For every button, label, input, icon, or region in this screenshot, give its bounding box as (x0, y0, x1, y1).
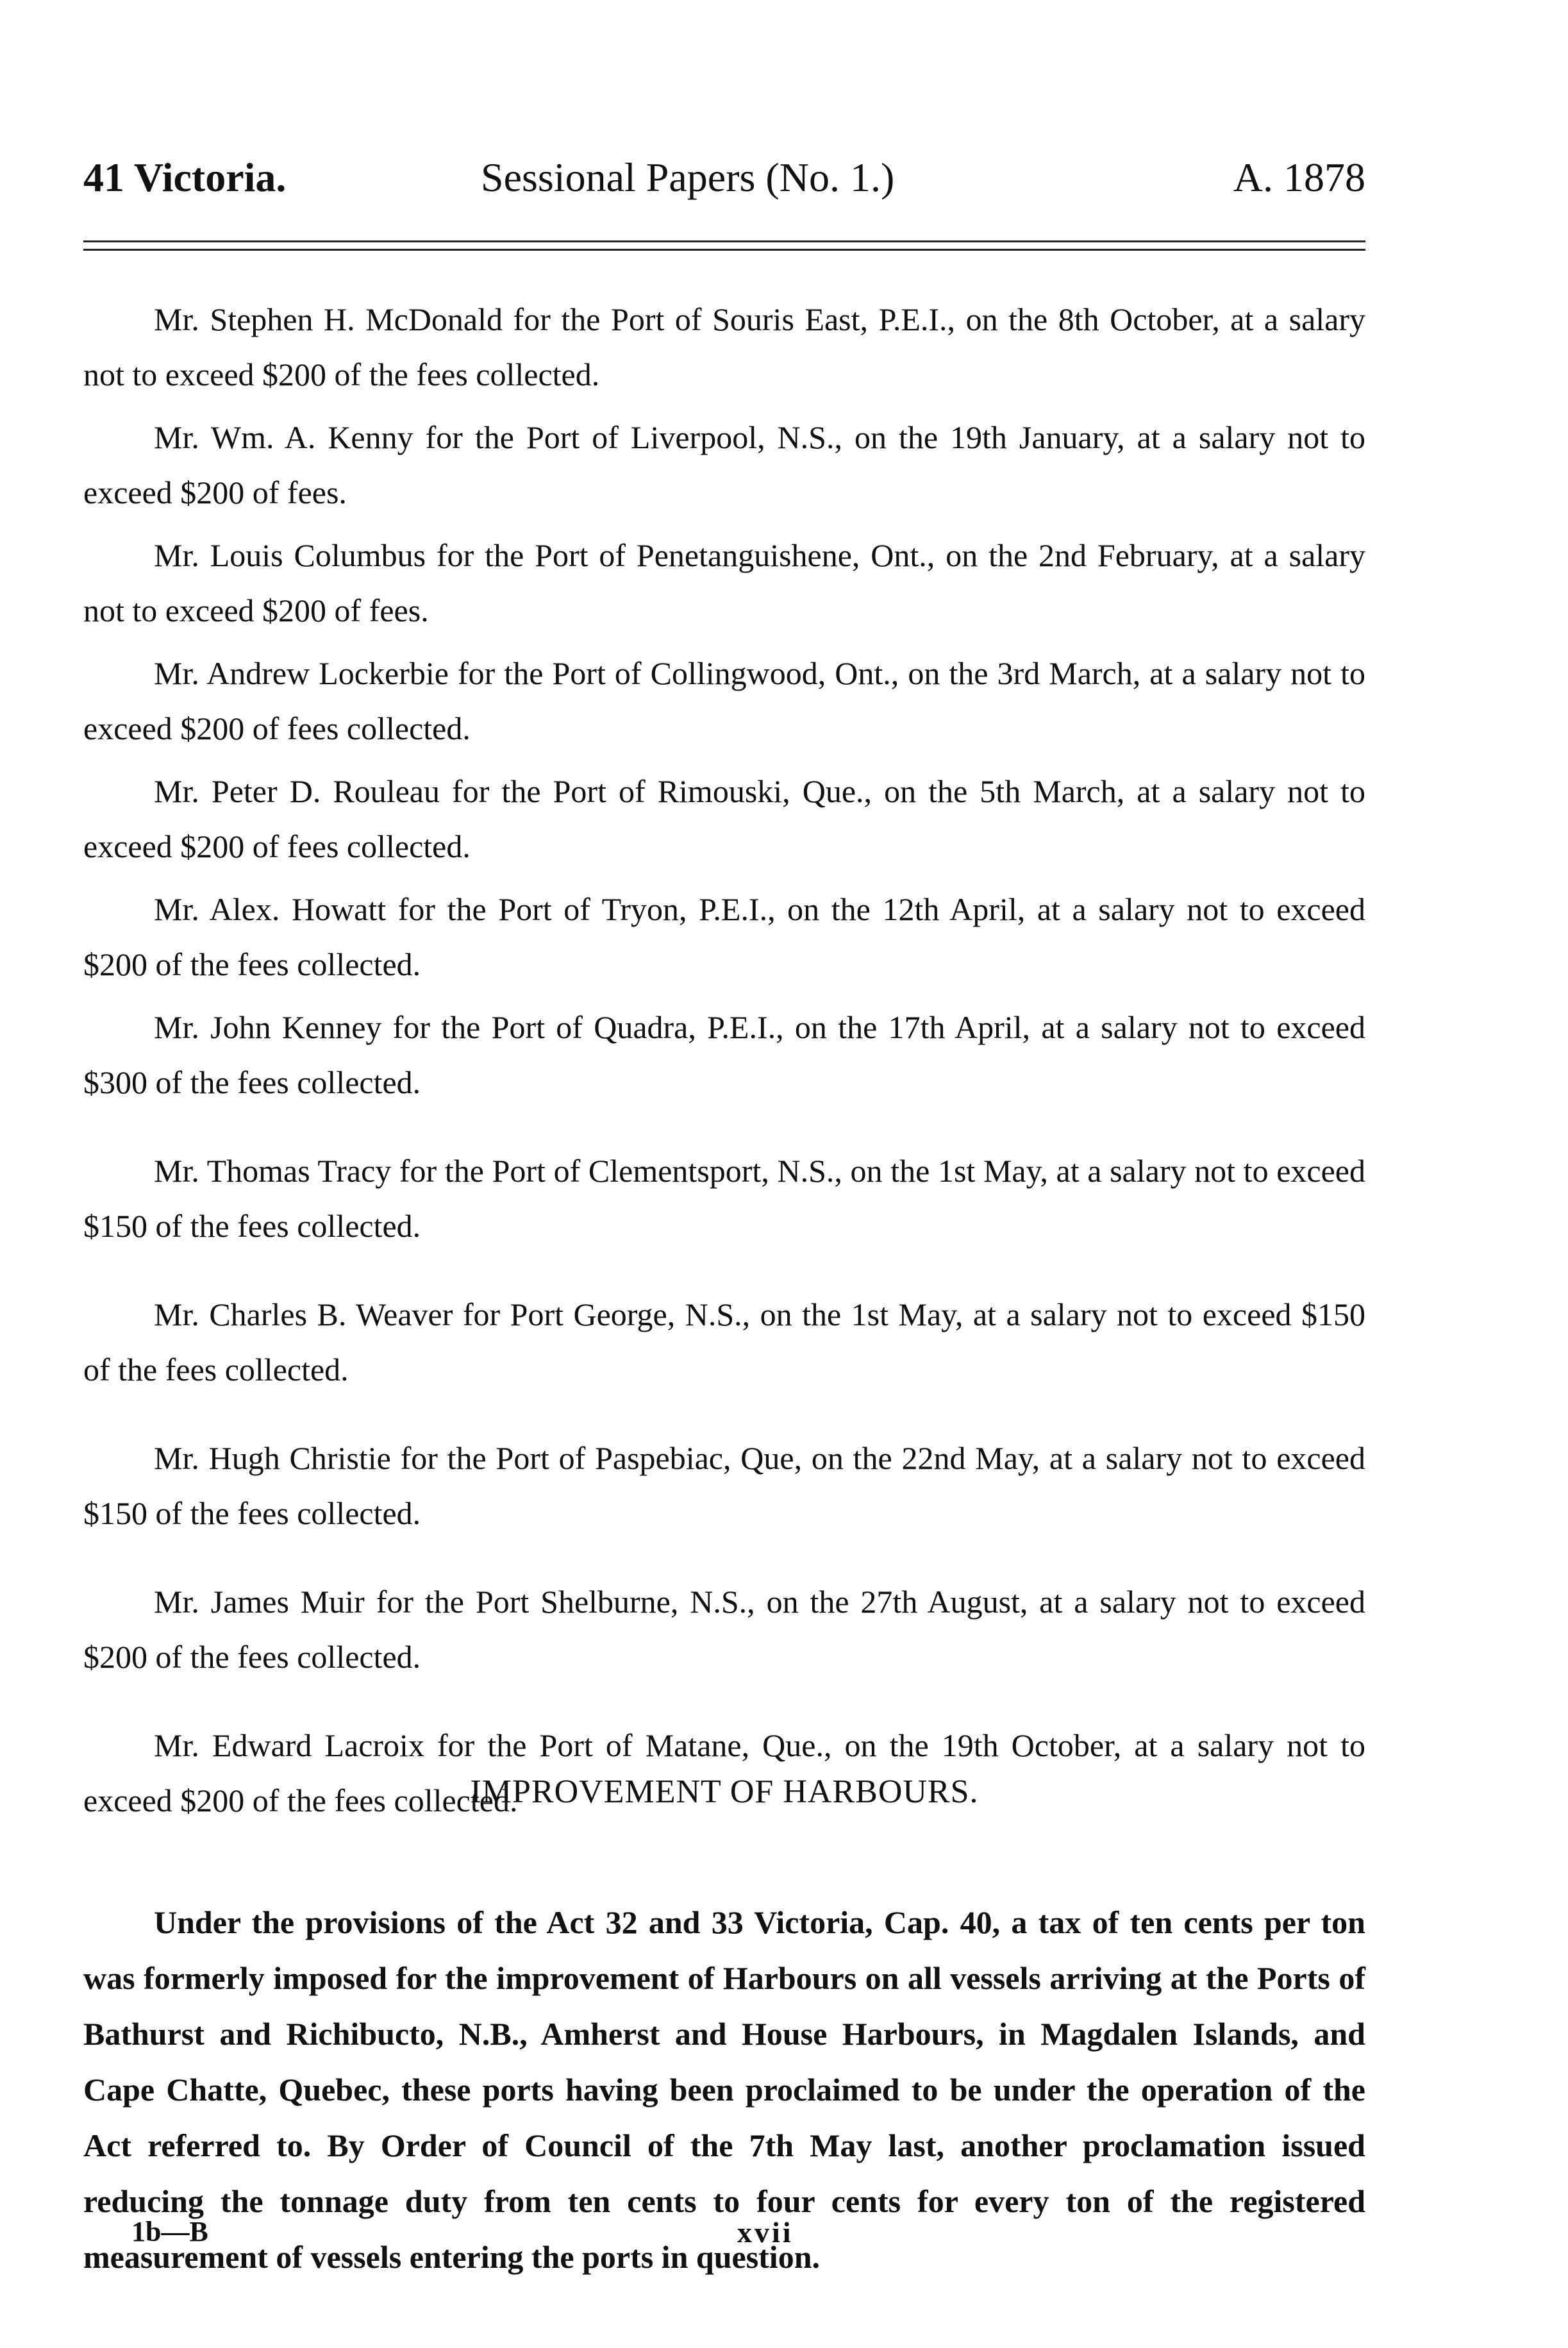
appointment-list (83, 292, 1365, 1828)
header-rule-bottom (83, 249, 1365, 251)
running-header (83, 154, 1365, 218)
appointment-entry: Mr. John Kenney for the Port of Quadra, P.E.I., on the 17th April, at a salary not to exceed $300 of the fees collected. (83, 1009, 1365, 1100)
harbours-paragraph: Under the provisions of the Act 32 and 33 Victoria, Cap. 40, a tax of ten cents per ton was formerly imposed for the improvement of Harbours on all vessels arriving at the Ports of Bathurst and Richibucto, N.B., Amherst and House Harbours, in Magdalen Islands, and Cape Chatte, Quebec, these ports having been proclaimed to be under the operation of the Act referred to. By Order of Council of the 7th May last, another proclamation issued reducing the tonnage duty from ten cents to four cents for every ton of the registered measurement of vessels entering the ports in question. (83, 1904, 1365, 2275)
appointment-entry: Mr. Andrew Lockerbie for the Port of Collingwood, Ont., on the 3rd March, at a salary not to exceed $200 of fees collected. (83, 655, 1365, 746)
section-heading: IMPROVEMENT OF HARBOURS. (470, 1774, 979, 1810)
appointment-entry: Mr. Hugh Christie for the Port of Paspebiac, Que, on the 22nd May, at a salary not to exceed $150 of the fees collected. (83, 1440, 1365, 1531)
appointment-entry: Mr. Louis Columbus for the Port of Penetanguishene, Ont., on the 2nd February, at a salary not to exceed $200 of fees. (83, 537, 1365, 628)
appointment-entry: Mr. Wm. A. Kenny for the Port of Liverpool, N.S., on the 19th January, at a salary not to exceed $200 of fees. (83, 419, 1365, 510)
signature-mark: 1b—B (131, 2216, 208, 2247)
appointment-entry: Mr. Peter D. Rouleau for the Port of Rimouski, Que., on the 5th March, at a salary not to exceed $200 of fees collected. (83, 773, 1365, 864)
appointment-entry: Mr. Stephen H. McDonald for the Port of Souris East, P.E.I., on the 8th October, at a salary not to exceed $200 of the fees collected. (83, 301, 1365, 392)
header-volume: 41 Victoria. (83, 155, 287, 200)
appointment-entry: Mr. Charles B. Weaver for Port George, N.S., on the 1st May, at a salary not to exceed $150 of the fees collected. (83, 1296, 1365, 1388)
header-rule-top (83, 240, 1365, 242)
appointment-entry: Mr. Thomas Tracy for the Port of Clementsport, N.S., on the 1st May, at a salary not to exceed $150 of the fees collected. (83, 1153, 1365, 1244)
appointment-entry: Mr. James Muir for the Port Shelburne, N.S., on the 27th August, at a salary not to exceed $200 of the fees collected. (83, 1584, 1365, 1675)
page-number: xvii (737, 2216, 794, 2249)
appointment-entry: Mr. Alex. Howatt for the Port of Tryon, P.E.I., on the 12th April, at a salary not to exceed $200 of the fees collected. (83, 891, 1365, 982)
header-year: A. 1878 (1233, 155, 1365, 200)
appointment-entry: Mr. Edward Lacroix for the Port of Matane, Que., on the 19th October, at a salary not to exceed $200 of the fees collected. (83, 1727, 1365, 1818)
header-title: Sessional Papers (No. 1.) (481, 155, 895, 200)
